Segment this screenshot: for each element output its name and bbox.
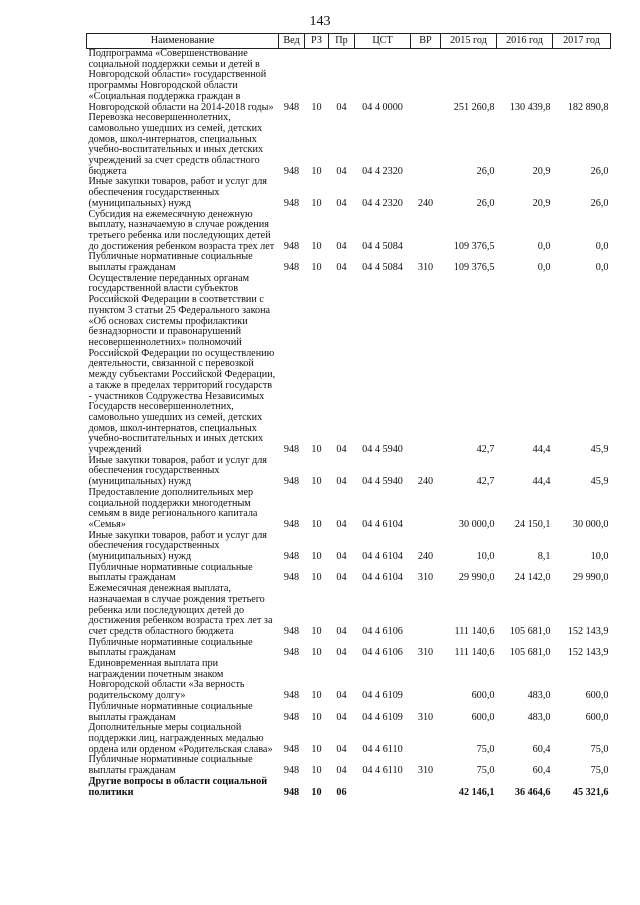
table-row xyxy=(87,49,611,114)
cell-ved: 948 xyxy=(283,647,300,659)
cell-name: Иные закупки товаров, работ и услуг для обеспечения государственных (муниципальных) нужд xyxy=(88,176,267,209)
cell-value-2017: 45,9 xyxy=(590,444,609,456)
cell-value-2017: 182 890,8 xyxy=(567,101,609,113)
cell-value-2017: 26,0 xyxy=(590,165,609,177)
cell-vr xyxy=(411,723,441,755)
cell-value-2016: 20,9 xyxy=(532,197,551,209)
cell-value-2016: 60,4 xyxy=(532,743,551,755)
cell-name: Перевозка несовершеннолетних, самовольно ушедших из семей, детских домов, школ-интернатов, специальных учебно-воспитательных и иных детских учреждений за счет средств областного бюджета xyxy=(88,112,264,177)
header-cst: ЦСТ xyxy=(355,34,411,49)
cell-cst: 04 4 2320 xyxy=(362,165,403,177)
cell-pr: 04 xyxy=(336,711,347,723)
cell-value-2016: 44,4 xyxy=(532,444,551,456)
cell-cst: 04 4 6104 xyxy=(362,572,403,584)
cell-ved: 948 xyxy=(283,197,300,209)
cell-value-2017: 0,0 xyxy=(595,240,609,252)
cell-name: Иные закупки товаров, работ и услуг для обеспечения государственных (муниципальных) нужд xyxy=(88,454,267,488)
cell-name: Иные закупки товаров, работ и услуг для обеспечения государственных (муниципальных) нужд xyxy=(88,529,267,563)
cell-value-2016: 24 142,0 xyxy=(514,572,551,584)
cell-cst: 04 4 6110 xyxy=(362,765,403,777)
cell-value-2015: 29 990,0 xyxy=(458,572,495,584)
cell-rz: 10 xyxy=(311,444,322,456)
cell-cst: 04 4 2320 xyxy=(362,197,403,209)
table-row xyxy=(87,113,611,177)
cell-value-2015: 111 140,6 xyxy=(454,647,495,659)
cell-pr: 04 xyxy=(336,647,347,659)
cell-name: Публичные нормативные социальные выплаты гражданам xyxy=(88,754,253,777)
cell-rz: 10 xyxy=(311,262,322,274)
cell-pr: 04 xyxy=(336,743,347,755)
cell-rz: 10 xyxy=(311,197,322,209)
cell-cst: 04 4 6110 xyxy=(362,743,403,755)
cell-cst: 04 4 6109 xyxy=(362,711,403,723)
cell-value-2017: 45 321,6 xyxy=(572,786,609,798)
cell-value-2017: 30 000,0 xyxy=(572,518,609,530)
cell-value-2015: 42 146,1 xyxy=(458,786,495,798)
cell-pr: 04 xyxy=(336,197,347,209)
cell-name: Подпрограмма «Совершенствование социальной поддержки семьи и детей в Новгородской области» государственной программы Новгородской области «Социальная поддержка граждан в Новгородской области на 2014-2018 годы» xyxy=(88,48,274,113)
cell-ved: 948 xyxy=(283,262,300,274)
cell-value-2015: 75,0 xyxy=(476,743,495,755)
cell-cst: 04 4 5084 xyxy=(362,262,403,274)
cell-value-2016: 105 681,0 xyxy=(509,625,551,637)
cell-ved: 948 xyxy=(283,765,300,777)
cell-cst: 04 4 5940 xyxy=(362,444,403,456)
cell-value-2015: 30 000,0 xyxy=(458,518,495,530)
cell-pr: 06 xyxy=(336,786,347,798)
cell-vr: 240 xyxy=(417,551,434,563)
cell-value-2015: 75,0 xyxy=(476,765,495,777)
cell-rz: 10 xyxy=(311,518,322,530)
cell-vr xyxy=(411,49,441,114)
cell-rz: 10 xyxy=(311,572,322,584)
cell-vr xyxy=(411,777,441,798)
cell-name: Публичные нормативные социальные выплаты гражданам xyxy=(88,636,253,659)
cell-vr xyxy=(411,488,441,531)
cell-ved: 948 xyxy=(283,518,300,530)
cell-ved: 948 xyxy=(283,476,300,488)
cell-value-2016: 44,4 xyxy=(532,476,551,488)
cell-value-2017: 75,0 xyxy=(590,743,609,755)
table-row xyxy=(87,274,611,456)
cell-value-2015: 10,0 xyxy=(476,551,495,563)
table-row xyxy=(87,531,611,563)
cell-value-2017: 0,0 xyxy=(595,262,609,274)
cell-value-2016: 130 439,8 xyxy=(509,101,551,113)
cell-name: Публичные нормативные социальные выплаты гражданам xyxy=(88,700,253,723)
cell-value-2016: 0,0 xyxy=(537,262,551,274)
cell-value-2017: 10,0 xyxy=(590,551,609,563)
cell-ved: 948 xyxy=(283,625,300,637)
table-row xyxy=(87,563,611,584)
cell-rz: 10 xyxy=(311,711,322,723)
cell-vr xyxy=(411,584,441,638)
table-row xyxy=(87,456,611,488)
cell-value-2016: 483,0 xyxy=(527,711,551,723)
cell-ved: 948 xyxy=(283,551,300,563)
cell-value-2015: 600,0 xyxy=(471,690,495,702)
cell-rz: 10 xyxy=(311,786,322,798)
table-row xyxy=(87,252,611,273)
cell-vr: 240 xyxy=(417,197,434,209)
table-row xyxy=(87,723,611,755)
cell-rz: 10 xyxy=(311,551,322,563)
cell-name: Дополнительные меры социальной поддержки лиц, награжденных медалью ордена или орденом «Родительская слава» xyxy=(88,722,273,755)
cell-value-2015: 109 376,5 xyxy=(453,240,495,252)
cell-name: Публичные нормативные социальные выплаты гражданам xyxy=(88,561,253,584)
cell-value-2017: 26,0 xyxy=(590,197,609,209)
cell-ved: 948 xyxy=(283,572,300,584)
budget-table xyxy=(86,33,611,798)
cell-rz: 10 xyxy=(311,625,322,637)
cell-pr: 04 xyxy=(336,551,347,563)
cell-value-2015: 109 376,5 xyxy=(453,262,495,274)
cell-value-2016: 105 681,0 xyxy=(509,647,551,659)
cell-cst: 04 4 5084 xyxy=(362,240,403,252)
cell-vr: 310 xyxy=(417,262,434,274)
cell-value-2016: 483,0 xyxy=(527,690,551,702)
header-2017: 2017 год xyxy=(553,34,611,49)
cell-value-2017: 152 143,9 xyxy=(567,625,609,637)
cell-pr: 04 xyxy=(336,165,347,177)
cell-cst: 04 4 6104 xyxy=(362,551,403,563)
cell-vr xyxy=(411,274,441,456)
cell-name: Единовременная выплата при награждении почетным знаком Новгородской области «За верность родительскому долгу» xyxy=(88,658,245,702)
cell-rz: 10 xyxy=(311,101,322,113)
table-row xyxy=(87,659,611,702)
cell-value-2017: 600,0 xyxy=(585,711,609,723)
header-vr: ВР xyxy=(411,34,441,49)
cell-rz: 10 xyxy=(311,647,322,659)
table-row xyxy=(87,177,611,209)
cell-rz: 10 xyxy=(311,476,322,488)
cell-vr: 310 xyxy=(417,572,434,584)
cell-rz: 10 xyxy=(311,165,322,177)
table-row xyxy=(87,702,611,723)
cell-pr: 04 xyxy=(336,240,347,252)
cell-cst: 04 4 5940 xyxy=(362,476,403,488)
cell-rz: 10 xyxy=(311,743,322,755)
cell-pr: 04 xyxy=(336,765,347,777)
cell-cst xyxy=(355,777,411,798)
cell-cst: 04 4 6104 xyxy=(362,518,403,530)
cell-ved: 948 xyxy=(283,240,300,252)
cell-value-2017: 75,0 xyxy=(590,765,609,777)
cell-pr: 04 xyxy=(336,262,347,274)
table-row xyxy=(87,488,611,531)
header-2016: 2016 год xyxy=(497,34,553,49)
cell-pr: 04 xyxy=(336,625,347,637)
header-2015: 2015 год xyxy=(441,34,497,49)
cell-pr: 04 xyxy=(336,101,347,113)
cell-vr xyxy=(411,210,441,253)
cell-name: Публичные нормативные социальные выплаты гражданам xyxy=(88,251,253,274)
table-row xyxy=(87,777,611,798)
cell-value-2017: 29 990,0 xyxy=(572,572,609,584)
cell-value-2015: 42,7 xyxy=(476,476,495,488)
cell-cst: 04 4 6106 xyxy=(362,647,403,659)
cell-vr: 310 xyxy=(417,765,434,777)
cell-ved: 948 xyxy=(283,711,300,723)
cell-rz: 10 xyxy=(311,765,322,777)
header-name: Наименование xyxy=(87,34,279,49)
cell-rz: 10 xyxy=(311,690,322,702)
table-row xyxy=(87,638,611,659)
cell-vr: 310 xyxy=(417,647,434,659)
page-number: 143 xyxy=(309,14,331,29)
cell-ved: 948 xyxy=(283,165,300,177)
cell-value-2015: 600,0 xyxy=(471,711,495,723)
cell-value-2015: 26,0 xyxy=(476,165,495,177)
cell-name: Другие вопросы в области социальной политики xyxy=(88,775,268,798)
cell-value-2016: 0,0 xyxy=(537,240,551,252)
cell-value-2015: 42,7 xyxy=(476,444,495,456)
cell-cst: 04 4 6106 xyxy=(362,625,403,637)
cell-pr: 04 xyxy=(336,690,347,702)
cell-vr xyxy=(411,113,441,177)
cell-pr: 04 xyxy=(336,476,347,488)
header-ved: Вед xyxy=(279,34,305,49)
table-row xyxy=(87,210,611,253)
cell-ved: 948 xyxy=(283,743,300,755)
cell-value-2016: 20,9 xyxy=(532,165,551,177)
cell-value-2017: 45,9 xyxy=(590,476,609,488)
cell-value-2017: 152 143,9 xyxy=(567,647,609,659)
cell-pr: 04 xyxy=(336,444,347,456)
cell-vr xyxy=(411,659,441,702)
table-header-row xyxy=(87,34,611,49)
cell-name: Субсидия на ежемесячную денежную выплату, назначаемую в случае рождения третьего ребенка или последующих детей до достижения ребенком возраста трех лет xyxy=(88,208,275,252)
cell-pr: 04 xyxy=(336,572,347,584)
cell-name: Ежемесячная денежная выплата, назначаемая в случае рождения третьего ребенка или последующих детей до достижения ребенком возраста трех лет за счет средств областного бюджета xyxy=(88,583,273,637)
cell-value-2016: 24 150,1 xyxy=(514,518,551,530)
cell-cst: 04 4 0000 xyxy=(362,101,403,113)
cell-value-2016: 60,4 xyxy=(532,765,551,777)
cell-ved: 948 xyxy=(283,101,300,113)
cell-ved: 948 xyxy=(283,786,300,798)
cell-vr: 240 xyxy=(417,476,434,488)
cell-rz: 10 xyxy=(311,240,322,252)
cell-value-2015: 26,0 xyxy=(476,197,495,209)
cell-cst: 04 4 6109 xyxy=(362,690,403,702)
cell-vr: 310 xyxy=(417,711,434,723)
table-row xyxy=(87,755,611,776)
cell-value-2015: 111 140,6 xyxy=(454,625,495,637)
cell-value-2016: 8,1 xyxy=(537,551,551,563)
cell-value-2016: 36 464,6 xyxy=(514,786,551,798)
cell-name: Осуществление переданных органам государственной власти субъектов Российской Федерации в соответствии с пунктом 3 статьи 25 Федерального закона «Об основах системы профилактики безнадзорности и правонарушений несовершеннолетних» полномочий Российской Федерации по осуществлению деятельности, связанной с перевозкой между субъектами Российской Федерации, а также в пределах территорий государств - участников Содружества Независимых Государств несовершеннолетних, самовольно ушедших из семей, детских домов, школ-интернатов, специальных учебно-воспитательных и иных детских учреждений xyxy=(88,272,276,456)
cell-value-2017: 600,0 xyxy=(585,690,609,702)
cell-ved: 948 xyxy=(283,690,300,702)
table-row xyxy=(87,584,611,638)
cell-name: Предоставление дополнительных мер социальной поддержки многодетным семьям в виде регионального капитала «Семья» xyxy=(88,486,258,530)
cell-ved: 948 xyxy=(283,444,300,456)
cell-value-2015: 251 260,8 xyxy=(453,101,495,113)
header-rz: РЗ xyxy=(305,34,329,49)
header-pr: Пр xyxy=(329,34,355,49)
cell-pr: 04 xyxy=(336,518,347,530)
